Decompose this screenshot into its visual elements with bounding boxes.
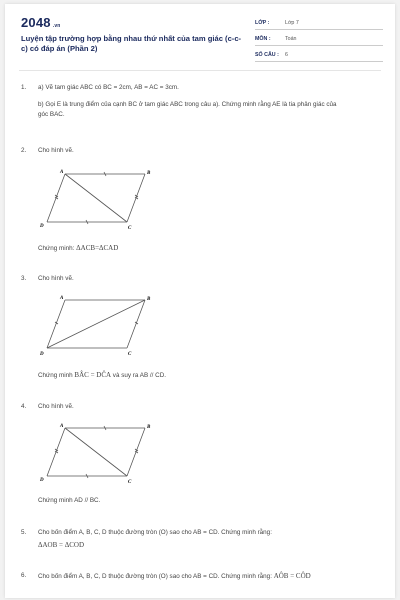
question-text: Cho hình vẽ. [38,403,74,410]
meta-subject: MÔN : Toán [255,33,383,46]
document-page: 2048 .vn Luyện tập trường hợp bằng nhau thứ nhất của tam giác (c-c-c) có đáp án (Phần 2) LỚP : Lớp 7 MÔN : Toán SỐ CÂU : 6 1. a) Vẽ tam giác ABC có BC = 2cm, AB = AC = 3cm. b) Gọi E là trung điểm của cạnh BC ở tam giác ABC trong câu a). Chứng minh rằng AE là tia phân giác của góc BAC. 2. Cho hình vẽ. A B D C Chứng minh: ΔACB=ΔCAD 3. Cho hình vẽ. A B D C Chứng minh BÂC = DĈA và suy ra AB // CD. 4. Cho hình vẽ. A B D C Chứng minh AD // BC. 5. Cho bốn điểm A, B, C, D thuộc đường tròn (O) sao cho AB = CD. Chứng minh rằng: ΔAOB = ΔCOD 6. Cho bốn điểm A, B, C, D thuộc đường tròn (O) sao cho AB = CD. Chứng minh rằng: AÔB = CÔD [5,4,395,598]
question-text: Cho hình vẽ. [38,275,74,282]
question-number: 2. [21,147,27,154]
vertex-label-c: C [128,226,132,231]
vertex-label-b: B [147,297,151,302]
vertex-label-b: B [147,171,151,176]
parallelogram-figure-q2 [35,166,165,236]
document-title: Luyện tập trường hợp bằng nhau thứ nhất của tam giác (c-c-c) có đáp án (Phần 2) [21,34,242,53]
math-expression: ΔACB=ΔCAD [76,244,119,252]
math-expression: AÔB = CÔD [273,572,311,580]
meta-grade: LỚP : Lớp 7 [255,17,383,30]
vertex-label-d: D [40,352,44,357]
site-logo[interactable]: 2048 .vn [21,15,61,30]
vertex-label-a: A [60,296,64,301]
parallelogram-figure-q4 [35,420,165,490]
vertex-label-c: C [128,352,132,357]
meta-question-count: SỐ CÂU : 6 [255,49,383,62]
document-header [5,4,395,66]
math-expression: BÂC = DĈA [74,371,112,379]
parallelogram-figure-q3 [35,292,165,362]
question-text: b) Gọi E là trung điểm của cạnh BC ở tam giác ABC trong câu a). Chứng minh rằng AE là tia phân giác của góc BAC. [38,101,337,118]
question-text: a) Vẽ tam giác ABC có BC = 2cm, AB = AC = 3cm. [38,84,179,91]
header-divider [19,70,381,71]
question-text: Cho bốn điểm A, B, C, D thuộc đường tròn (O) sao cho AB = CD. Chứng minh rằng: [38,573,274,580]
question-number: 6. [21,572,27,579]
question-number: 4. [21,403,27,410]
vertex-label-d: D [40,224,44,229]
question-number: 3. [21,275,27,282]
question-number: 1. [21,84,27,91]
vertex-label-a: A [60,424,64,429]
math-expression: ΔAOB = ΔCOD [38,541,85,549]
vertex-label-a: A [60,170,64,175]
vertex-label-c: C [128,480,132,485]
question-number: 5. [21,529,27,536]
vertex-label-b: B [147,425,151,430]
question-text: Cho bốn điểm A, B, C, D thuộc đường tròn (O) sao cho AB = CD. Chứng minh rằng: [38,529,272,536]
document-meta [255,17,383,65]
vertex-label-d: D [40,478,44,483]
question-text: Cho hình vẽ. [38,147,74,154]
